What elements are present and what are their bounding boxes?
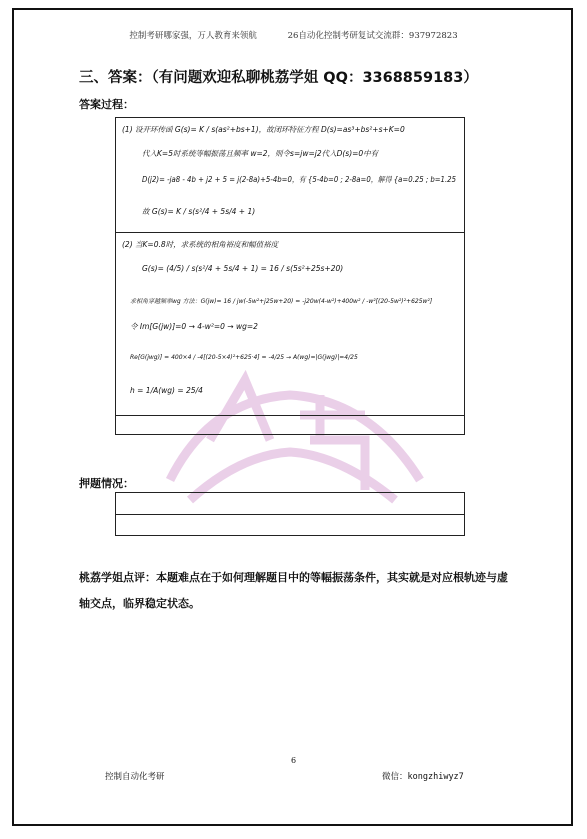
header-slogan: 控制考研哪家强，万人教育来领航 xyxy=(129,31,257,41)
footer-right: 微信：kongzhiwyz7 xyxy=(382,772,464,782)
page-number: 6 xyxy=(290,756,297,765)
header-group-info: 26自动化控制考研复试交流群：937972823 xyxy=(287,31,458,41)
hw-line: h = 1/A(wg) = 25/4 xyxy=(130,386,203,395)
hw-line: Re[G(jwg)] = 400×4 / -4[(20-5×4)²+625·4] = -4/25 → A(wg)=|G(jwg)|=4/25 xyxy=(130,354,358,361)
page-header xyxy=(0,29,587,41)
hw-line: (1) 设开环传函 G(s)= K / s(as²+bs+1)，故闭环特征方程 D(s)=as³+bs²+s+K=0 xyxy=(122,125,405,134)
handwriting-part1 xyxy=(116,118,464,233)
hw-line: G(s)= (4/5) / s(s²/4 + 5s/4 + 1) = 16 / s(5s²+25s+20) xyxy=(142,264,344,273)
hw-line: D(j2)= -ja8 - 4b + j2 + 5 = j(2-8a)+5-4b=0，有 {5-4b=0 ; 2-8a=0，解得 {a=0.25 ; b=1.25 xyxy=(142,175,457,184)
yati-label: 押题情况： xyxy=(79,477,134,490)
answer-part1 xyxy=(116,118,464,233)
section-title: 三、答案：（有问题欢迎私聊桃荔学姐 QQ：3368859183） xyxy=(79,70,478,86)
hw-line: 求相角穿越频率wg 方法：G(jw)= 16 / jw(-5w²+j25w+20) = -j20w(4-w²)+400w² / -w²[(20-5w²)²+625w²] xyxy=(130,298,433,305)
yati-divider xyxy=(116,514,464,515)
hw-line: 令 Im[G(jw)]=0 → 4-w²=0 → wg=2 xyxy=(130,322,258,331)
hw-line: (2) 当K=0.8时，求系统的相角裕度和幅值裕度 xyxy=(122,240,279,249)
answer-process-label: 答案过程： xyxy=(79,98,134,111)
answer-part2 xyxy=(116,233,464,416)
yati-box xyxy=(115,492,465,536)
handwriting-part2 xyxy=(116,233,464,416)
hw-line: 代入K=5时系统等幅振荡且频率 w=2，则令s=jw=j2代入D(s)=0中有 xyxy=(142,149,379,158)
footer-left: 控制自动化考研 xyxy=(105,772,165,782)
hw-line: 故 G(s)= K / s(s²/4 + 5s/4 + 1) xyxy=(142,207,256,216)
comment-paragraph: 桃荔学姐点评：本题难点在于如何理解题目中的等幅振荡条件，其实就是对应根轨迹与虚轴交点，临界稳定状态。 xyxy=(79,571,508,610)
answer-box xyxy=(115,117,465,435)
